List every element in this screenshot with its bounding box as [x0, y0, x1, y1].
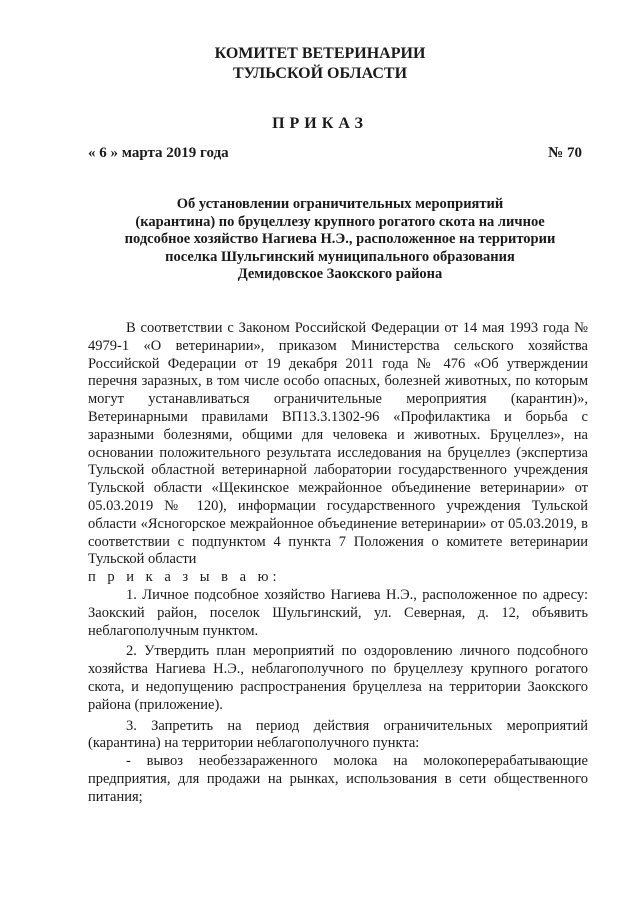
committee-line-1: КОМИТЕТ ВЕТЕРИНАРИИ: [214, 45, 426, 62]
subject-line-1: Об установлении ограничительных мероприятий: [176, 196, 504, 212]
order-subject: [100, 196, 580, 284]
preamble-paragraph: В соответствии с Законом Российской Федерации от 14 мая 1993 года № 4979-1 «О ветеринарии», приказом Министерства сельского хозяйства Российской Федерации от 19 декабря 2011 года № 476 «Об утверждении перечня заразных, в том числе особо опасных, болезней животных, по которым могут устанавливаться ограничительные мероприятия (карантин)», Ветеринарными правилами ВП13.3.1302-96 «Профилактика и борьба с заразными болезнями, общими для человека и животных. Бруцеллез», на основании положительного результата исследования на бруцеллез (экспертиза Тульской областной ветеринарной лаборатории государственного учреждения Тульской области «Щекинское межрайонное объединение ветеринарии» от 05.03.2019 № 120), информации государственного учреждения Тульской области «Ясногорское межрайонное объединение ветеринарии» от 05.03.2019, в соответствии с подпунктом 4 пункта 7 Положения о комитете ветеринарии Тульской области: [88, 320, 588, 568]
committee-heading: [0, 44, 640, 84]
item-3-paragraph: 3. Запретить на период действия ограничительных мероприятий (карантина) на территории неблагополучного пункта:: [88, 717, 588, 752]
subject-line-3: подсобное хозяйство Нагиева Н.Э., расположенное на территории: [124, 231, 556, 248]
order-title: ПРИКАЗ: [272, 115, 368, 132]
order-body: [88, 320, 588, 807]
subject-line-5: Демидовское Заокского района: [237, 266, 443, 283]
order-date: « 6 » марта 2019 года: [88, 145, 229, 161]
item-2-paragraph: 2. Утвердить план мероприятий по оздоровлению личного подсобного хозяйства Нагиева Н.Э., неблагополучного по бруцеллезу крупного рогатого скота, и недопущению распространения бруцеллеза на территории Заокского района (приложение).: [88, 643, 588, 713]
committee-line-2: ТУЛЬСКОЙ ОБЛАСТИ: [232, 65, 408, 82]
order-number: № 70: [548, 145, 582, 161]
subject-line-2: (карантина) по бруцеллезу крупного рогатого скота на личное: [135, 213, 545, 230]
subject-line-4: поселка Шульгинский муниципального образования: [165, 248, 515, 265]
command-word: п р и к а з ы в а ю:: [88, 569, 281, 586]
item-1-paragraph: 1. Личное подсобное хозяйство Нагиева Н.Э., расположенное по адресу: Заокский район, поселок Шульгинский, ул. Северная, д. 12, объявить неблагополучным пунктом.: [88, 586, 588, 639]
item-3-subitem: - вывоз необеззараженного молока на молокоперерабатывающие предприятия, для продажи на рынках, использования в сети общественного питания;: [88, 753, 588, 805]
